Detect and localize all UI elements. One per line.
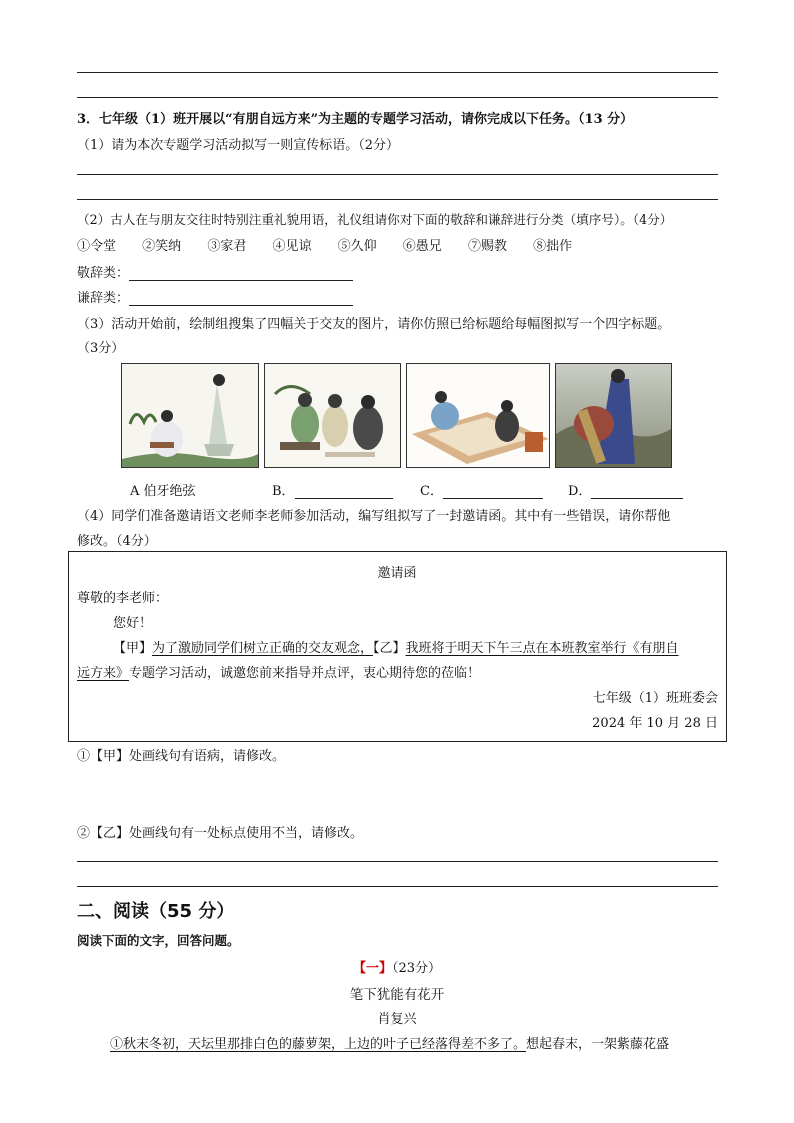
question-3-title: 3．七年级（1）班开展以“有朋自远方来”为主题的专题学习活动，请你完成以下任务。（13 分） bbox=[77, 112, 634, 127]
part-one-tag: 【一】 bbox=[352, 961, 392, 976]
essay-paragraph-1 bbox=[110, 1033, 669, 1052]
option: ①令堂 bbox=[77, 239, 117, 254]
answer-line bbox=[77, 886, 718, 887]
humble-row bbox=[77, 287, 353, 306]
option: ④见谅 bbox=[272, 239, 312, 254]
option: ⑧拙作 bbox=[533, 239, 573, 254]
caption-b-blank[interactable] bbox=[295, 484, 393, 499]
caption-d-blank[interactable] bbox=[591, 484, 683, 499]
letter-body-line1 bbox=[113, 637, 679, 656]
sub-question-2: （2）古人在与朋友交往时特别注重礼貌用语，礼仪组请你对下面的敬辞和谦辞进行分类（填序号）。（4分） bbox=[77, 212, 673, 227]
caption-b-label: B． bbox=[272, 484, 295, 499]
yi-sentence: 我班将于明天下午三点在本班教室举行《有朋自 bbox=[405, 641, 679, 656]
picture-b bbox=[264, 363, 401, 468]
humble-label: 谦辞类： bbox=[77, 291, 130, 306]
option: ⑤久仰 bbox=[337, 239, 377, 254]
letter-signature: 七年级（1）班班委会 bbox=[592, 691, 718, 706]
sub-question-4: （4）同学们准备邀请语文老师李老师参加活动，编写组拟写了一封邀请函。其中有一些错误，请你帮他 bbox=[77, 509, 671, 524]
part-one-score: （23分） bbox=[391, 961, 442, 976]
honorific-label: 敬辞类： bbox=[77, 266, 130, 281]
letter-date: 2024 年 10 月 28 日 bbox=[592, 716, 718, 731]
letter-title: 邀请函 bbox=[377, 566, 417, 581]
caption-c-blank[interactable] bbox=[443, 484, 543, 499]
fix-task-1: ①【甲】处画线句有语病，请修改。 bbox=[77, 749, 286, 764]
answer-line bbox=[77, 199, 718, 200]
essay-title: 笔下犹能有花开 bbox=[349, 987, 445, 1003]
letter-body-line2 bbox=[77, 662, 480, 681]
answer-line bbox=[77, 72, 718, 73]
word-options bbox=[77, 235, 572, 254]
caption-b bbox=[272, 480, 393, 499]
humble-answer-blank[interactable] bbox=[129, 291, 353, 306]
section-2-heading: 二、阅读（55 分） bbox=[77, 901, 235, 922]
picture-c bbox=[406, 363, 550, 468]
sub-question-3: （3）活动开始前，绘制组搜集了四幅关于交友的图片，请你仿照已给标题给每幅图拟写一个四字标题。 bbox=[77, 317, 671, 332]
sub-question-1: （1）请为本次专题学习活动拟写一则宣传标语。（2分） bbox=[77, 138, 400, 153]
reading-instruction: 阅读下面的文字，回答问题。 bbox=[77, 933, 240, 948]
letter-greeting: 尊敬的李老师： bbox=[77, 591, 169, 606]
option: ②笑纳 bbox=[142, 239, 182, 254]
sub-question-4-cont: 修改。（4分） bbox=[77, 534, 157, 549]
answer-line bbox=[77, 861, 718, 862]
fix-task-2: ②【乙】处画线句有一处标点使用不当，请修改。 bbox=[77, 826, 364, 841]
caption-d-label: D． bbox=[568, 484, 592, 499]
jia-tag: 【甲】 bbox=[113, 641, 153, 656]
picture-d bbox=[555, 363, 672, 468]
paragraph-text: 想起春末，一架紫藤花盛 bbox=[526, 1037, 670, 1052]
caption-a: A 伯牙绝弦 bbox=[130, 484, 196, 499]
underlined-sentence: ①秋末冬初，天坛里那排白色的藤萝架，上边的叶子已经落得差不多了。 bbox=[110, 1037, 527, 1052]
answer-line bbox=[77, 97, 718, 98]
option: ⑥愚兄 bbox=[402, 239, 442, 254]
option: ⑦赐教 bbox=[467, 239, 507, 254]
part-one-heading bbox=[0, 957, 794, 976]
honorific-answer-blank[interactable] bbox=[129, 266, 353, 281]
caption-c-label: C． bbox=[420, 484, 443, 499]
essay-author: 肖复兴 bbox=[377, 1012, 417, 1027]
honorific-row bbox=[77, 262, 353, 281]
caption-c bbox=[420, 480, 543, 499]
picture-a bbox=[121, 363, 259, 468]
sub-question-3-score: （3分） bbox=[77, 341, 125, 356]
answer-line bbox=[77, 174, 718, 175]
caption-d bbox=[568, 480, 683, 499]
option: ③家君 bbox=[207, 239, 247, 254]
letter-body-rest: 专题学习活动，诚邀您前来指导并点评，衷心期待您的莅临！ bbox=[129, 666, 481, 681]
yi-sentence-cont: 远方来》 bbox=[77, 666, 130, 681]
letter-hello: 您好！ bbox=[113, 616, 153, 631]
yi-tag: 【乙】 bbox=[373, 641, 406, 656]
jia-sentence: 为了激励同学们树立正确的交友观念， bbox=[152, 641, 374, 656]
